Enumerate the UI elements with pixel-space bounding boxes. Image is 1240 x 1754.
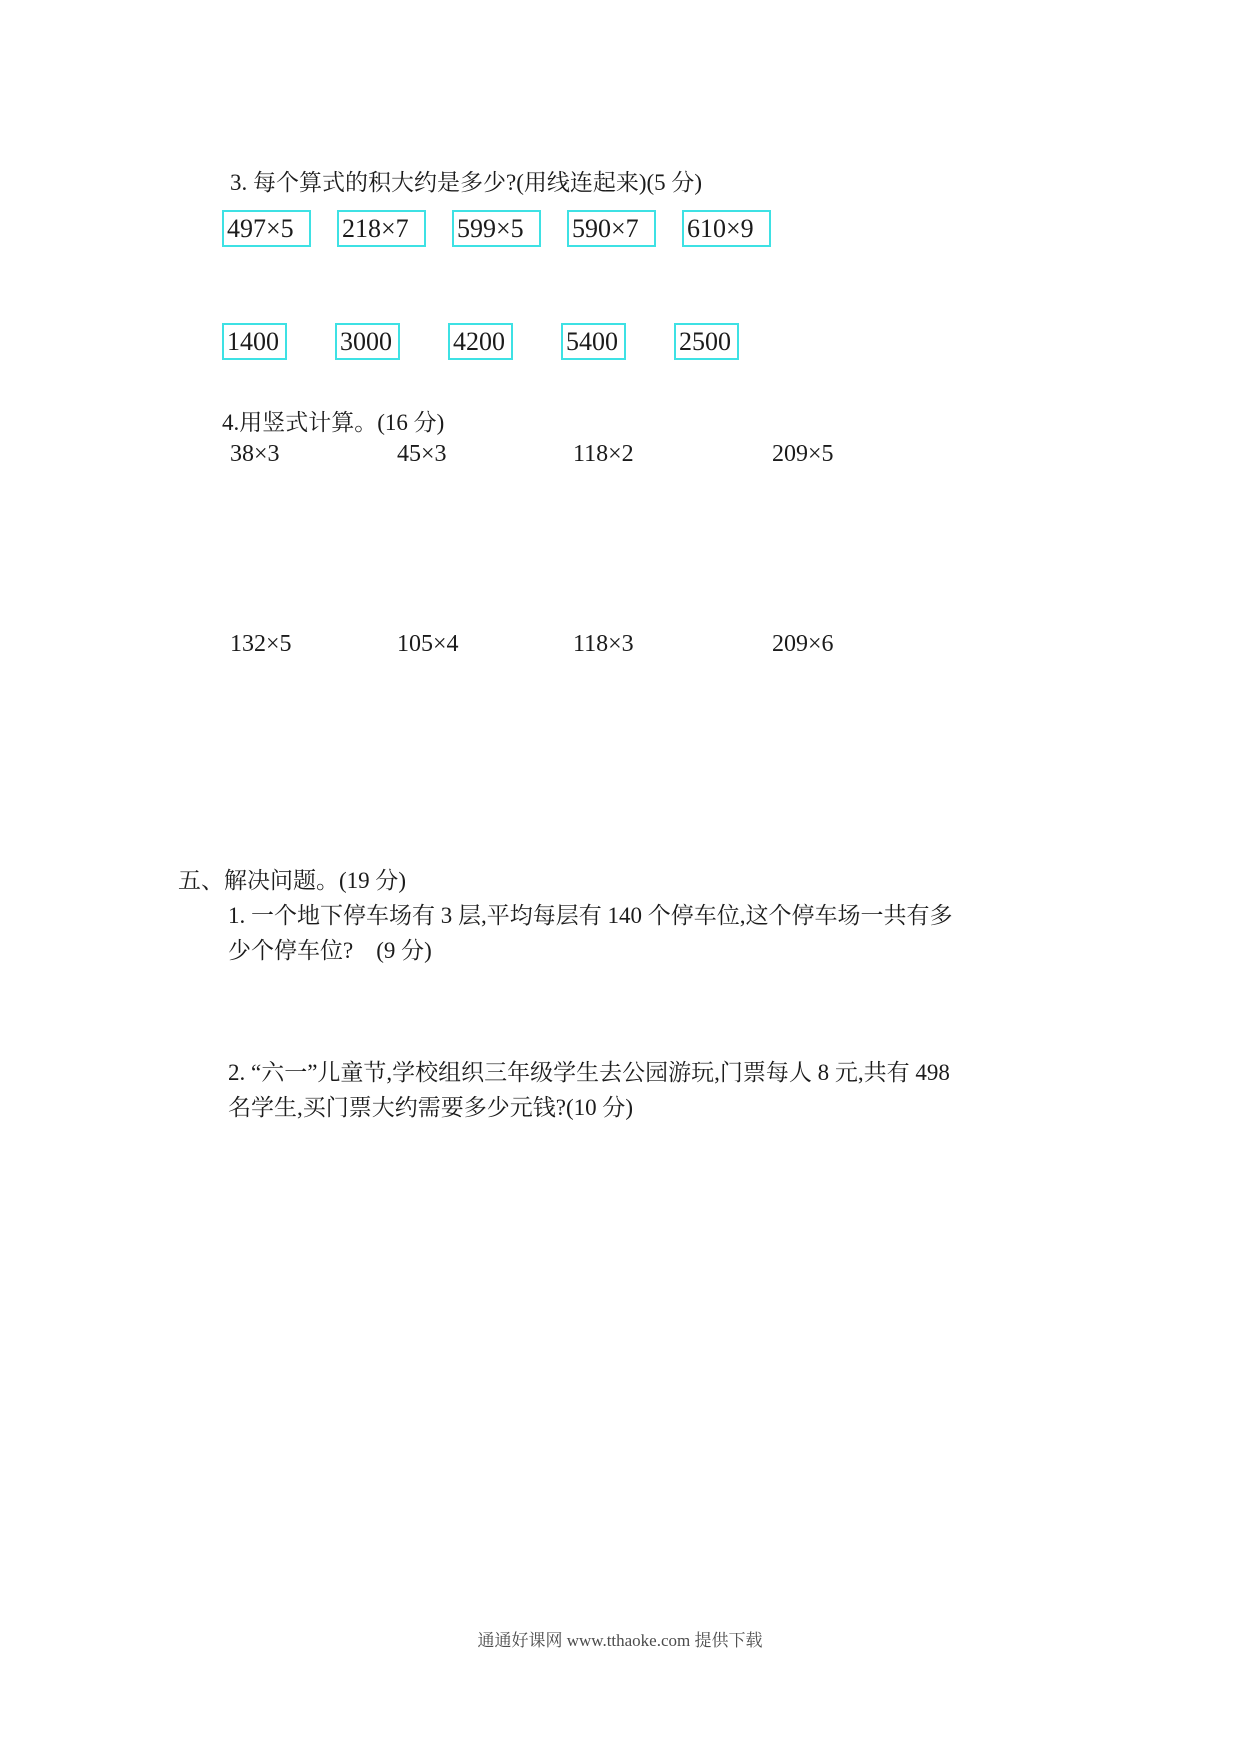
problem-1-line-2: 少个停车位? (9 分) — [228, 938, 432, 963]
q4-expression-r1-3: 209×5 — [772, 441, 834, 467]
q3-answer-box-1: 3000 — [335, 323, 400, 360]
q3-expression-box-1: 218×7 — [337, 210, 426, 247]
q3-answer-box-4: 2500 — [674, 323, 739, 360]
q3-answer-box-2: 4200 — [448, 323, 513, 360]
q3-expression-box-2: 599×5 — [452, 210, 541, 247]
q4-expression-r2-2: 118×3 — [573, 631, 634, 657]
q4-expression-r1-0: 38×3 — [230, 441, 280, 467]
q3-answer-row — [222, 323, 739, 360]
q3-answer-box-0: 1400 — [222, 323, 287, 360]
problem-1-line-1: 1. 一个地下停车场有 3 层,平均每层有 140 个停车位,这个停车场一共有多 — [228, 903, 953, 928]
q4-expression-r1-2: 118×2 — [573, 441, 634, 467]
q3-answer-box-3: 5400 — [561, 323, 626, 360]
q4-expression-r2-3: 209×6 — [772, 631, 834, 657]
q3-expression-box-3: 590×7 — [567, 210, 656, 247]
footer-text: 通通好课网 www.tthaoke.com 提供下载 — [477, 1631, 763, 1650]
problem-2-line-2: 名学生,买门票大约需要多少元钱?(10 分) — [228, 1095, 634, 1120]
section5-heading: 五、解决问题。(19 分) — [178, 868, 407, 893]
q3-heading: 3. 每个算式的积大约是多少?(用线连起来)(5 分) — [230, 170, 703, 195]
q4-expression-r1-1: 45×3 — [397, 441, 447, 467]
q4-expression-r2-0: 132×5 — [230, 631, 292, 657]
q4-heading: 4.用竖式计算。(16 分) — [222, 410, 445, 435]
q3-expression-row — [222, 210, 771, 247]
q4-expression-r2-1: 105×4 — [397, 631, 459, 657]
q3-expression-box-4: 610×9 — [682, 210, 771, 247]
problem-2-line-1: 2. “六一”儿童节,学校组织三年级学生去公园游玩,门票每人 8 元,共有 498 — [228, 1060, 950, 1085]
q3-expression-box-0: 497×5 — [222, 210, 311, 247]
